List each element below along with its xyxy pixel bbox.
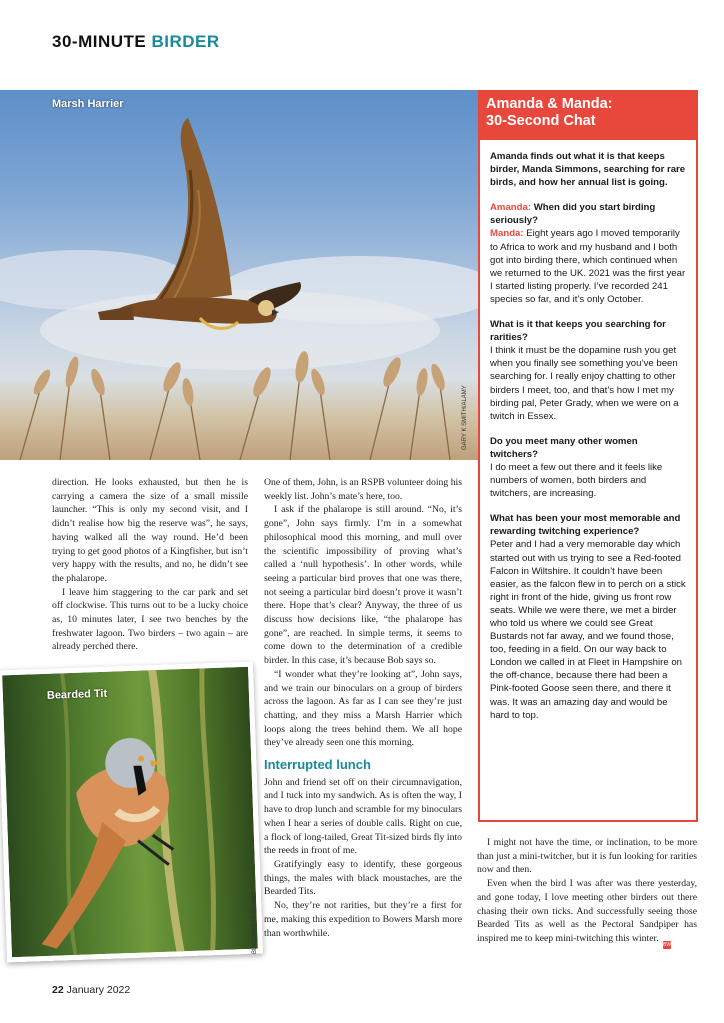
page-footer [52, 984, 130, 996]
paragraph: direction. He looks exhausted, but then he is carrying a camera the size of a small missile launcher. “This is only my second visit, and I didn’t realise how big the reserve was”, he says, having walked all the way round. He’d been trying to get good photos of a Kingfisher, but isn’t very happy with the results, and no, he didn’t see the phalarope. [52, 477, 248, 584]
sidebar-title-line1: Amanda & Manda: [486, 96, 613, 112]
answer-4: Peter and I had a very memorable day which started out with us trying to see a Red-footed Falcon in Wiltshire. It couldn’t have been easier, as the falcon flew in to perch on a stick right in front of the hide, giving us front row seats. While we were there, we met a birder who told us where we could see Great Bustards not far away, and we found those, too, feeding in a field. On our way back to London we called in at Fleet in Hampshire on the off-chance, because there had been a Pink-footed Goose seen there, and there it was. It was an amazing day and would be hard to top. [490, 539, 686, 721]
body-column-3 [477, 836, 697, 946]
sidebar-title [478, 90, 698, 140]
subheading-interrupted-lunch: Interrupted lunch [264, 757, 371, 773]
photo-caption-marsh-harrier: Marsh Harrier [52, 98, 124, 110]
paragraph: “I wonder what they’re looking at”, John says, and we train our binoculars on a group of birders across the lagoon. As far as I can see they’re just chatting, and they miss a Marsh Harrier which loops along the trees behind them. We all hope they’ve already seen one this morning. [264, 668, 462, 749]
interview-sidebar [478, 90, 698, 822]
photo-caption-bearded-tit: Bearded Tit [46, 687, 108, 702]
page-number: 22 [52, 984, 64, 996]
marsh-harrier-illustration [0, 90, 478, 460]
answer-3: I do meet a few out there and it feels like numbers of women, both birders and twitchers, are increasing. [490, 461, 663, 500]
section-title-word2: BIRDER [151, 32, 220, 51]
paragraph: I ask if the phalarope is still around. “No, it’s gone”, John says firmly. I’m in a somewhat philosophical mood this morning, and mull over the scientific impossibility of proving what’s called a ‘null hypothesis’. In other words, while seeing a particular bird proves that one was there, not seeing a particular bird doesn’t prove it wasn’t there. Hope that’s clear? Anyway, the three of us discuss how decisions like, “the phalarope has gone”, are reached. In simple terms, it seems to come down to the determination of a credible birder. In this case, it’s because Bob says so. [264, 504, 462, 667]
bearded-tit-illustration [2, 666, 263, 962]
question-3: Do you meet many other women twitchers? [490, 435, 638, 460]
bearded-tit-photo [0, 662, 263, 963]
paragraph: Even when the bird I was after was there yesterday, and gone today, I love meeting other birders out there chasing their own ticks. And successfully seeing those Bearded Tits as well as the Pectoral Sandpiper has inspired me to keep mini-twitching this winter. [477, 878, 697, 944]
paragraph: Gratifyingly easy to identify, these gorgeous things, the males with black moustaches, are the Bearded Tits. [264, 858, 462, 898]
photo-credit-marsh-harrier: GARY K SMITH/ALAMY [462, 385, 468, 450]
sidebar-title-line2: 30-Second Chat [486, 113, 596, 129]
sidebar-intro: Amanda finds out what it is that keeps birder, Manda Simmons, searching for rare birds, and how her annual list is going. [490, 151, 686, 189]
question-4: What has been your most memorable and rewarding twitching experience? [490, 513, 681, 538]
body-column-2 [264, 476, 462, 940]
answer-2: I think it must be the dopamine rush you get when you finally see something you’ve been searching for. I really enjoy chatting to other birders I meet, too, and that’s how I met my birding pal, Peter Grady, when we were on a twitch in Essex. [490, 345, 679, 422]
question-2: What is it that keeps you searching for rarities? [490, 319, 666, 344]
body-column-1 [52, 476, 248, 654]
interviewee-name: Manda: [490, 228, 524, 240]
section-header [52, 32, 220, 52]
paragraph: No, they’re not rarities, but they’re a first for me, making this expedition to Bowers Marsh more than worthwhile. [264, 900, 462, 939]
section-title-word1: 30-MINUTE [52, 32, 147, 51]
paragraph: I leave him staggering to the car park and set off clockwise. This turns out to be a lucky choice as, 10 minutes later, I see two benches by the freshwater lagoon. Two birders – two again – are already perched there. [52, 586, 248, 653]
answer-1: Eight years ago I moved temporarily to Africa to work and my husband and I both got into birding there, which continued when we returned to the UK. 2021 was the first year I started listing properly. I’ve recorded 241 species so far, and it’s only October. [490, 228, 686, 305]
paragraph: John and friend set off on their circumnavigation, and I tuck into my sandwich. As is often the way, I have to drop lunch and scramble for my binoculars when I hear a series of double calls. Right on cue, a flock of long-tailed, Great Tit-sized birds fly into the reeds in front of me. [264, 776, 462, 857]
paragraph: I might not have the time, or inclination, to be more than just a mini-twitcher, but it is fun looking for rarities now and then. [477, 837, 697, 876]
interviewer-name: Amanda: [490, 202, 532, 214]
article-end-mark: BW [663, 942, 672, 948]
paragraph: One of them, John, is an RSPB volunteer doing his weekly list. John’s mate’s here, too. [264, 477, 462, 502]
question-1: When did you start birding seriously? [490, 202, 656, 227]
photo-credit-bearded-tit: BLICKWINKEL/ALAMY [252, 891, 258, 954]
marsh-harrier-photo [0, 90, 478, 460]
issue-date: January 2022 [66, 984, 131, 996]
